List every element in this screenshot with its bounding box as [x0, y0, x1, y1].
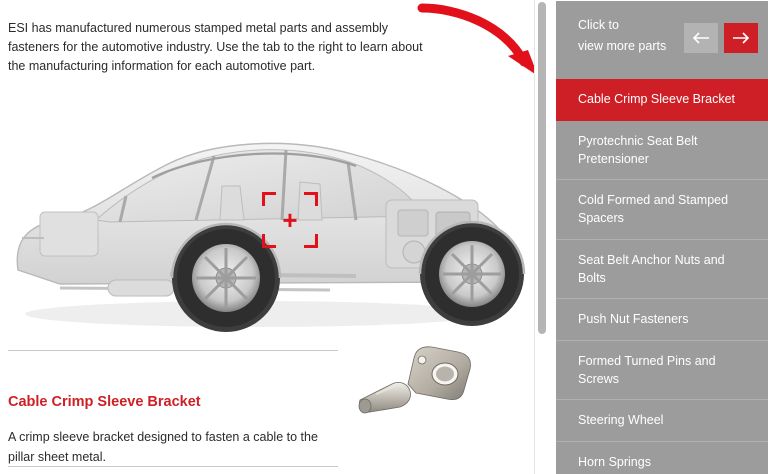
divider-top — [8, 350, 338, 351]
part-detail-description: A crimp sleeve bracket designed to fasten a cable to the pillar sheet metal. — [8, 429, 318, 464]
sidebar-header — [556, 1, 768, 79]
sidebar-header-line-1: Click to — [578, 18, 619, 32]
arrow-left-icon — [692, 32, 710, 44]
sidebar-nav-arrows — [684, 23, 758, 53]
arrow-right-icon — [732, 32, 750, 44]
part-photo-image — [352, 344, 480, 414]
parts-sidebar — [556, 0, 768, 474]
red-annotation-arrow-icon — [416, 2, 540, 80]
parts-list — [556, 79, 768, 474]
parts-list-item-3[interactable]: Seat Belt Anchor Nuts and Bolts — [556, 240, 768, 299]
previous-part-button[interactable] — [684, 23, 718, 53]
parts-list-item-6[interactable]: Steering Wheel — [556, 400, 768, 442]
parts-list-item-1[interactable]: Pyrotechnic Seat Belt Pretensioner — [556, 121, 768, 180]
divider-bottom — [8, 466, 338, 467]
parts-list-item-7[interactable]: Horn Springs — [556, 442, 768, 474]
next-part-button[interactable] — [724, 23, 758, 53]
page-scrollbar-thumb[interactable] — [538, 2, 546, 334]
sidebar-header-line-2: view more parts — [578, 38, 667, 53]
part-location-crosshair-icon[interactable]: + — [262, 192, 318, 248]
part-detail-title: Cable Crimp Sleeve Bracket — [8, 394, 201, 411]
parts-list-item-0[interactable]: Cable Crimp Sleeve Bracket — [556, 79, 768, 121]
parts-list-item-5[interactable]: Formed Turned Pins and Screws — [556, 341, 768, 400]
parts-list-item-4[interactable]: Push Nut Fasteners — [556, 299, 768, 341]
intro-paragraph: ESI has manufactured numerous stamped metal parts and assembly fasteners for the automotive industry. Use the tab to the right to learn about the manufacturing information for each automotive part. — [8, 20, 423, 74]
parts-list-item-2[interactable]: Cold Formed and Stamped Spacers — [556, 180, 768, 239]
